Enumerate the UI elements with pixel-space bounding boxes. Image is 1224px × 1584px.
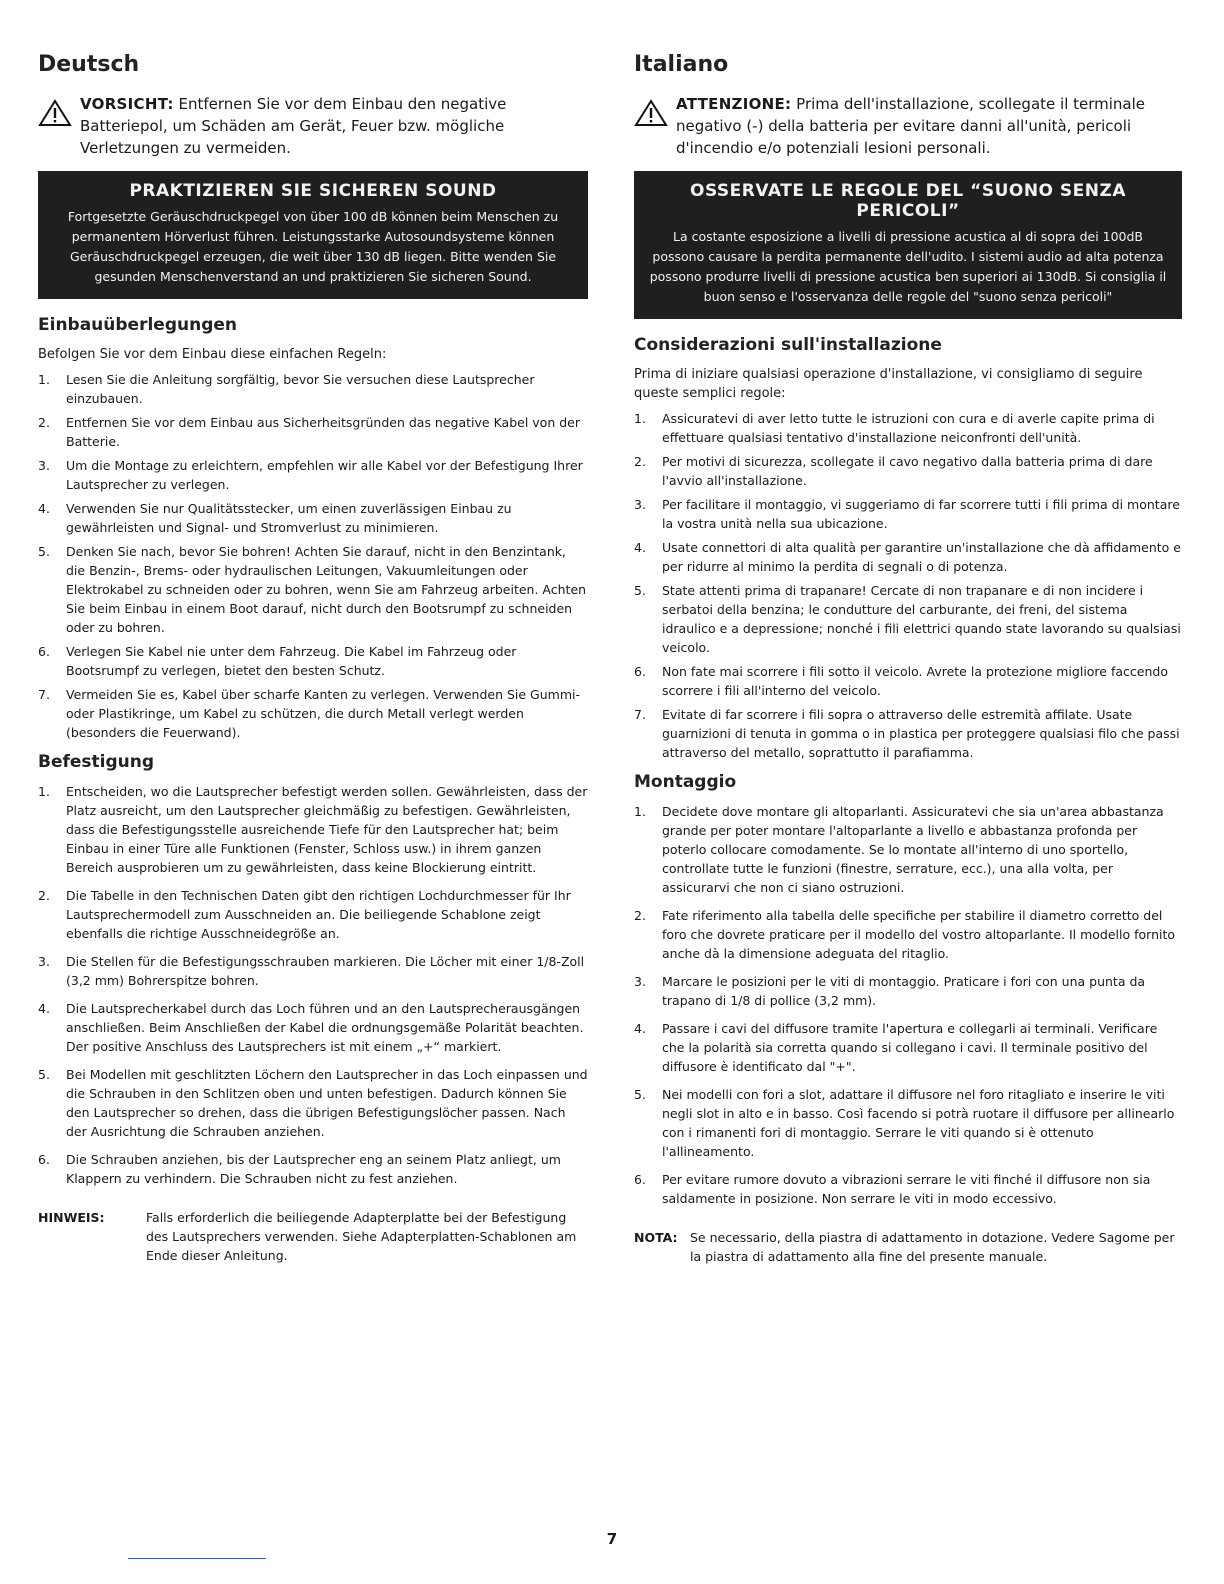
list-item <box>38 886 588 943</box>
deutsch-installation-list <box>38 370 588 742</box>
list-item <box>38 685 588 742</box>
list-item <box>634 538 1182 576</box>
deutsch-box-text: Fortgesetzte Geräuschdruckpegel von über 100 dB können beim Menschen zu permanentem Hörverlust führen. Leistungsstarke Autosoundsysteme können Geräuschdruckpegel erzeugen, die weit über 130 dB liegen. Bitte wenden Sie gesunden Menschenverstand an und praktizieren Sie sicheren Sound. <box>67 209 559 284</box>
item-number: 3. <box>38 458 50 473</box>
list-item <box>38 999 588 1056</box>
list-item <box>38 782 588 877</box>
italiano-note-label: NOTA: <box>634 1230 678 1245</box>
list-item <box>38 456 588 494</box>
item-text: Per evitare rumore dovuto a vibrazioni serrare le viti finché il diffusore non sia saldamente in posizione. Non serrare le viti in modo eccessivo. <box>662 1172 1151 1206</box>
item-text: Die Stellen für die Befestigungsschrauben markieren. Die Löcher mit einer 1/8-Zoll (3,2 mm) Bohrerspitze bohren. <box>66 954 585 988</box>
deutsch-note <box>38 1208 588 1265</box>
list-item <box>634 1085 1182 1161</box>
item-number: 3. <box>38 954 50 969</box>
item-text: Entscheiden, wo die Lautsprecher befestigt werden sollen. Gewährleisten, dass der Platz ausreicht, um den Lautsprecher gleichmäßig zu befestigen. Gewährleisten, dass die Befestigungsstelle ausreichende Tiefe für den Lautsprecher hat; beim Einbau in einer Türe alle Funktionen (Fenster, Schloss usw.) in ihrem ganzen Bereich ausprobieren um zu gewährleisten, dass keine Blockierung eintritt. <box>66 784 588 875</box>
item-text: Die Schrauben anziehen, bis der Lautsprecher eng an seinem Platz anliegt, um Klappern zu verhindern. Die Schrauben nicht zu fest anziehen. <box>66 1152 561 1186</box>
item-number: 4. <box>634 540 646 555</box>
item-text: Entfernen Sie vor dem Einbau aus Sicherheitsgründen das negative Kabel von der Batterie. <box>66 415 580 449</box>
italiano-warning-text <box>676 93 1182 159</box>
item-number: 2. <box>634 454 646 469</box>
item-text: Die Lautsprecherkabel durch das Loch führen und an den Lautsprecherausgängen anschließen. Beim Anschließen der Kabel die ordnungsgemäße Polarität beachten. Der positive Anschluss des Lautsprechers ist mit einem „+“ markiert. <box>66 1001 584 1054</box>
list-item <box>634 802 1182 897</box>
item-text: Per motivi di sicurezza, scollegate il cavo negativo dalla batteria prima di dare l'avvio all'installazione. <box>662 454 1153 488</box>
deutsch-heading: Deutsch <box>38 52 140 77</box>
item-text: Passare i cavi del diffusore tramite l'apertura e collegarli ai terminali. Verificare che la polarità sia corretta quando si collegano i cavi. Il terminale positivo del diffusore è identificato dal "+". <box>662 1021 1158 1074</box>
item-number: 7. <box>38 687 50 702</box>
item-number: 6. <box>38 644 50 659</box>
item-text: Die Tabelle in den Technischen Daten gibt den richtigen Lochdurchmesser für Ihr Lautsprechermodell zum Ausschneiden an. Die beiliegende Schablone zeigt ebenfalls die richtige Ausschneidegröße an. <box>66 888 571 941</box>
footer-link-line <box>128 1558 266 1559</box>
deutsch-warning <box>38 93 588 159</box>
list-item <box>634 581 1182 657</box>
list-item <box>634 452 1182 490</box>
list-item <box>634 1019 1182 1076</box>
item-text: Vermeiden Sie es, Kabel über scharfe Kanten zu verlegen. Verwenden Sie Gummi- oder Plastikringe, um Kabel zu schützen, die durch Metall verlegt werden (besonders die Feuerwand). <box>66 687 580 740</box>
list-item <box>38 642 588 680</box>
list-item <box>634 662 1182 700</box>
item-number: 5. <box>634 583 646 598</box>
warning-triangle-icon <box>634 99 668 127</box>
item-number: 6. <box>38 1152 50 1167</box>
list-item <box>38 542 588 637</box>
item-text: Evitate di far scorrere i fili sopra o attraverso delle estremità affilate. Usate guarnizioni di tenuta in gomma o in plastica per proteggere qualsiasi filo che passi attraverso del metallo, soprattutto il parafiamma. <box>662 707 1180 760</box>
item-number: 6. <box>634 1172 646 1187</box>
italiano-heading: Italiano <box>634 52 729 77</box>
deutsch-warning-body: Entfernen Sie vor dem Einbau den negative Batteriepol, um Schäden am Gerät, Feuer bzw. mögliche Verletzungen zu vermeiden. <box>80 95 507 157</box>
page-number: 7 <box>606 1530 618 1548</box>
item-number: 1. <box>634 804 646 819</box>
item-text: Lesen Sie die Anleitung sorgfältig, bevor Sie versuchen diese Lautsprecher einzubauen. <box>66 372 535 406</box>
deutsch-note-label: HINWEIS: <box>38 1210 105 1225</box>
item-number: 1. <box>38 784 50 799</box>
deutsch-section-installation-intro: Befolgen Sie vor dem Einbau diese einfachen Regeln: <box>38 347 387 362</box>
italiano-warning <box>634 93 1182 159</box>
item-text: State attenti prima di trapanare! Cercate di non trapanare e di non incidere i serbatoi della benzina; le condutture del carburante, dei freni, del sistema idraulico e a depressione; nonché i fili elettrici quando state lavorando su qualsiasi veicolo. <box>662 583 1181 655</box>
warning-triangle-icon <box>38 99 72 127</box>
list-item <box>634 409 1182 447</box>
italiano-section-installation-title: Considerazioni sull'installazione <box>634 335 942 355</box>
item-text: Bei Modellen mit geschlitzten Löchern den Lautsprecher in das Loch einpassen und die Schrauben in den Schlitzen oben und unten befestigen. Dadurch können Sie den Lautsprecher so drehen, dass die übrigen Befestigungslöcher passen. Nach der Ausrichtung die Schrauben anziehen. <box>66 1067 588 1139</box>
item-text: Decidete dove montare gli altoparlanti. Assicuratevi che sia un'area abbastanza grande per poter montare l'altoparlante a livello e abbastanza profonda per poterlo collocare comodamente. Se lo montate all'interno di uno sportello, controllate tutte le funzioni (finestre, serrature, ecc.), una alla volta, per assicurarvi che non ci siano ostruzioni. <box>662 804 1164 895</box>
item-number: 6. <box>634 664 646 679</box>
italiano-note-text: Se necessario, della piastra di adattamento in dotazione. Vedere Sagome per la piastra di adattamento alla fine del presente manuale. <box>690 1230 1175 1264</box>
italiano-note <box>634 1228 1182 1266</box>
item-number: 4. <box>38 1001 50 1016</box>
item-text: Fate riferimento alla tabella delle specifiche per stabilire il diametro corretto del foro che dovrete praticare per il modello del vostro altoparlante. Il modello fornito anche dà la dimensione adeguata del ritaglio. <box>662 908 1176 961</box>
list-item <box>38 413 588 451</box>
item-text: Nei modelli con fori a slot, adattare il diffusore nel foro ritagliato e inserire le viti negli slot in alto e in basso. Così facendo si potrà ruotare il diffusore per allinearlo con i rimanenti fori di montaggio. Serrare le viti quando si è ottenuto l'allineamento. <box>662 1087 1175 1159</box>
item-number: 4. <box>634 1021 646 1036</box>
italiano-warning-body: Prima dell'installazione, scollegate il terminale negativo (-) della batteria per evitare danni all'unità, pericoli d'incendio e/o potenziali lesioni personali. <box>676 95 1146 157</box>
item-text: Verwenden Sie nur Qualitätsstecker, um einen zuverlässigen Einbau zu gewährleisten und Signal- und Stromverlust zu minimieren. <box>66 501 512 535</box>
item-number: 2. <box>634 908 646 923</box>
item-text: Assicuratevi di aver letto tutte le istruzioni con cura e di averle capite prima di effettuare qualsiasi tentativo d'installazione neiconfronti dell'unità. <box>662 411 1155 445</box>
list-item <box>38 499 588 537</box>
deutsch-warning-text <box>80 93 588 159</box>
italiano-installation-list <box>634 409 1182 762</box>
list-item <box>634 906 1182 963</box>
item-text: Um die Montage zu erleichtern, empfehlen wir alle Kabel vor der Befestigung Ihrer Lautsprecher zu verlegen. <box>66 458 583 492</box>
item-number: 5. <box>634 1087 646 1102</box>
list-item <box>38 1065 588 1141</box>
italiano-box-text: La costante esposizione a livelli di pressione acustica al di sopra dei 100dB possono causare la perdita permanente dell'udito. I sistemi audio ad alta potenza possono produrre livelli di pressione acustica ben superiori ai 130dB. Si consiglia il buon senso e l'osservanza delle regole del "suono senza pericoli" <box>649 229 1167 304</box>
list-item <box>634 705 1182 762</box>
deutsch-box-title: PRAKTIZIEREN SIE SICHEREN SOUND <box>129 181 497 201</box>
deutsch-mounting-list <box>38 782 588 1188</box>
item-number: 4. <box>38 501 50 516</box>
italiano-box-title: OSSERVATE LE REGOLE DEL “SUONO SENZA PERICOLI” <box>690 181 1126 221</box>
list-item <box>634 1170 1182 1208</box>
item-number: 2. <box>38 888 50 903</box>
item-number: 3. <box>634 974 646 989</box>
item-number: 7. <box>634 707 646 722</box>
deutsch-warning-label: VORSICHT: <box>80 95 174 113</box>
item-number: 1. <box>38 372 50 387</box>
list-item <box>38 952 588 990</box>
list-item <box>634 972 1182 1010</box>
item-number: 1. <box>634 411 646 426</box>
list-item <box>38 370 588 408</box>
item-text: Denken Sie nach, bevor Sie bohren! Achten Sie darauf, nicht in den Benzintank, die Benzin-, Brems- oder hydraulischen Leitungen, Vakuumleitungen oder Elektrokabel zu schneiden oder zu bohren, wenn Sie am Fahrzeug arbeiten. Achten Sie beim Einbau in einem Boot darauf, nicht durch den Bootsrumpf zu schneiden oder zu bohren. <box>66 544 587 635</box>
item-number: 5. <box>38 1067 50 1082</box>
italiano-warning-label: ATTENZIONE: <box>676 95 792 113</box>
deutsch-note-text: Falls erforderlich die beiliegende Adapterplatte bei der Befestigung des Lautsprechers verwenden. Siehe Adapterplatten-Schablonen am Ende dieser Anleitung. <box>146 1210 577 1263</box>
deutsch-section-mounting-title: Befestigung <box>38 752 155 772</box>
item-text: Marcare le posizioni per le viti di montaggio. Praticare i fori con una punta da trapano di 1/8 di pollice (3,2 mm). <box>662 974 1146 1008</box>
list-item <box>38 1150 588 1188</box>
item-text: Non fate mai scorrere i fili sotto il veicolo. Avrete la protezione migliore faccendo scorrere i fili all'interno del veicolo. <box>662 664 1168 698</box>
italiano-safe-sound-box <box>634 171 1182 319</box>
item-number: 2. <box>38 415 50 430</box>
deutsch-section-installation-title: Einbauüberlegungen <box>38 315 238 335</box>
deutsch-safe-sound-box <box>38 171 588 299</box>
deutsch-column <box>38 52 588 1265</box>
item-text: Usate connettori di alta qualità per garantire un'installazione che dà affidamento e per ridurre al minimo la perdita di segnali o di potenza. <box>662 540 1181 574</box>
item-number: 3. <box>634 497 646 512</box>
italiano-mounting-list <box>634 802 1182 1208</box>
italiano-section-installation-intro: Prima di iniziare qualsiasi operazione d'installazione, vi consigliamo di seguire queste semplici regole: <box>634 367 1143 401</box>
list-item <box>634 495 1182 533</box>
item-text: Per facilitare il montaggio, vi suggeriamo di far scorrere tutti i fili prima di montare la vostra unità nella sua ubicazione. <box>662 497 1180 531</box>
item-text: Verlegen Sie Kabel nie unter dem Fahrzeug. Die Kabel im Fahrzeug oder Bootsrumpf zu verlegen, bietet den besten Schutz. <box>66 644 517 678</box>
item-number: 5. <box>38 544 50 559</box>
italiano-section-mounting-title: Montaggio <box>634 772 737 792</box>
italiano-column <box>634 52 1182 1266</box>
